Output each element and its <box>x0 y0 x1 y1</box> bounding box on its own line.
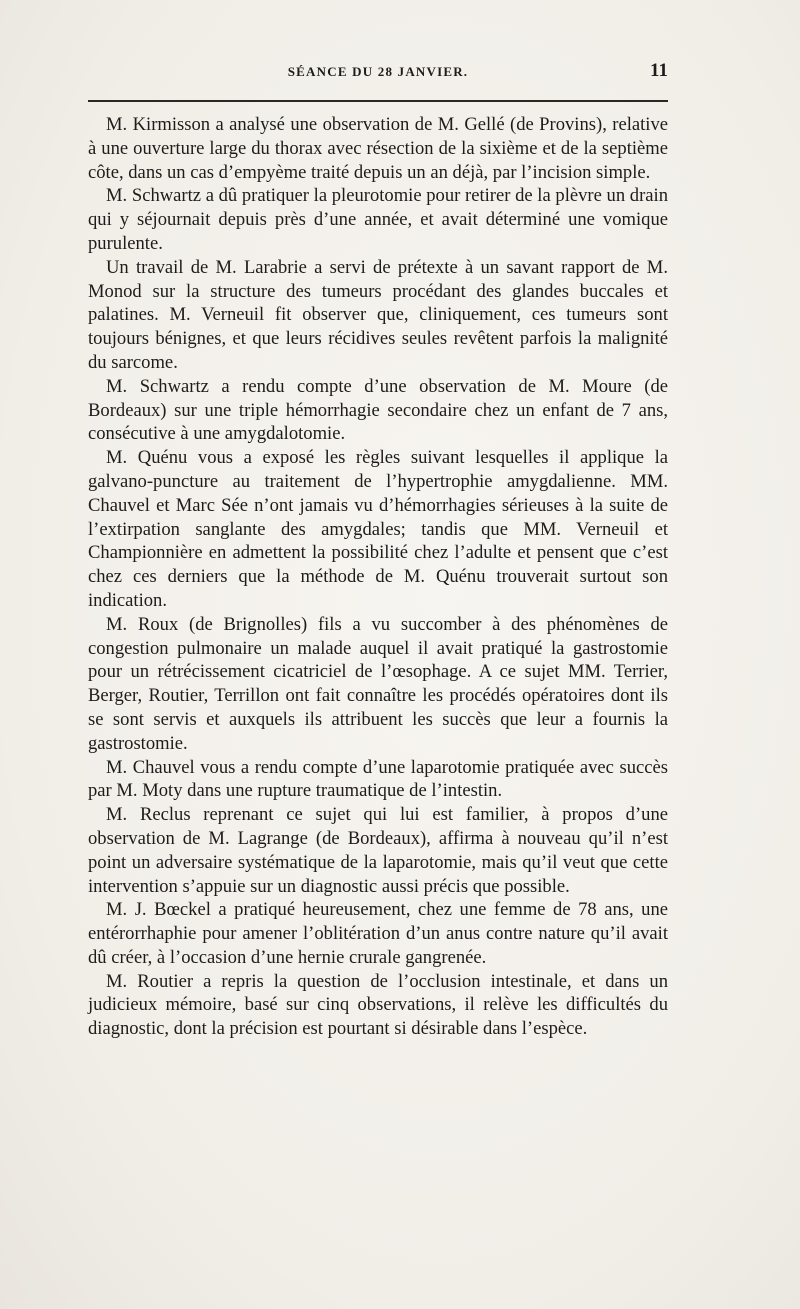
paragraph-kirmisson: M. Kirmisson a analysé une observation de M. Gellé (de Provins), relative à une ouverture large du thorax avec résection de la sixième et de la septième côte, dans un cas d’empyème traité depuis un an déjà, par l’incision simple. <box>88 114 668 183</box>
paragraph-schwartz-moure: M. Schwartz a rendu compte d’une observation de M. Moure (de Bordeaux) sur une triple hémorrhagie secondaire chez un enfant de 7 ans, consécutive à une amygdalotomie. <box>88 375 668 445</box>
running-title: SÉANCE DU 28 JANVIER. <box>287 64 469 79</box>
page-header <box>88 60 668 90</box>
header-rule <box>88 100 668 102</box>
paragraph-reclus: M. Reclus reprenant ce sujet qui lui est familier, à propos d’une observation de M. Lagrange (de Bordeaux), affirma à nouveau qu’il n’est point un adversaire systématique de la laparotomie, mais qu’il veut que cette intervention s’appuie sur un diagnostic aussi précis que possible. <box>88 804 668 897</box>
paragraph-routier: M. Routier a repris la question de l’occlusion intestinale, et dans un judicieux mémoire, basé sur cinq observations, il relève les difficultés du diagnostic, dont la précision est pourtant si désirable dans l’espèce. <box>88 970 668 1040</box>
paragraph-chauvel: M. Chauvel vous a rendu compte d’une laparotomie pratiquée avec succès par M. Moty dans une rupture traumatique de l’intestin. <box>88 756 668 802</box>
body-text <box>88 113 668 1041</box>
page-number: 11 <box>650 60 668 81</box>
paragraph-schwartz-pleurotomie: M. Schwartz a dû pratiquer la pleurotomie pour retirer de la plèvre un drain qui y séjournait depuis près d’une année, et avait déterminé une vomique purulente. <box>88 185 668 254</box>
paragraph-boeckel: M. J. Bœckel a pratiqué heureusement, chez une femme de 78 ans, une entérorrhaphie pour amener l’oblitération d’un anus contre nature qu’il avait dû créer, à l’occasion d’une hernie crurale gangrenée. <box>88 899 668 968</box>
paragraph-larabrie: Un travail de M. Larabrie a servi de prétexte à un savant rapport de M. Monod sur la structure des tumeurs procédant des glandes buccales et palatines. M. Verneuil fit observer que, cliniquement, ces tumeurs sont toujours bénignes, et que leurs récidives seules revêtent parfois la malignité du sarcome. <box>88 256 668 373</box>
paragraph-quenu: M. Quénu vous a exposé les règles suivant lesquelles il applique la galvano-puncture au traitement de l’hypertrophie amygdalienne. MM. Chauvel et Marc Sée n’ont jamais vu d’hémorrhagies sérieuses à la suite de l’extirpation sanglante des amygdales; tandis que MM. Verneuil et Championnière en admettent la possibilité chez l’adulte et pensent que c’est chez ces derniers que la méthode de M. Quénu trouverait surtout son indication. <box>88 447 668 611</box>
paragraph-roux: M. Roux (de Brignolles) fils a vu succomber à des phénomènes de congestion pulmonaire un malade auquel il avait pratiqué la gastrostomie pour un rétrécissement cicatriciel de l’œsophage. A ce sujet MM. Terrier, Berger, Routier, Terrillon ont fait connaître les procédés opératoires dont ils se sont servis et auxquels ils attribuent les succès que leur a fournis la gastrostomie. <box>88 613 668 754</box>
